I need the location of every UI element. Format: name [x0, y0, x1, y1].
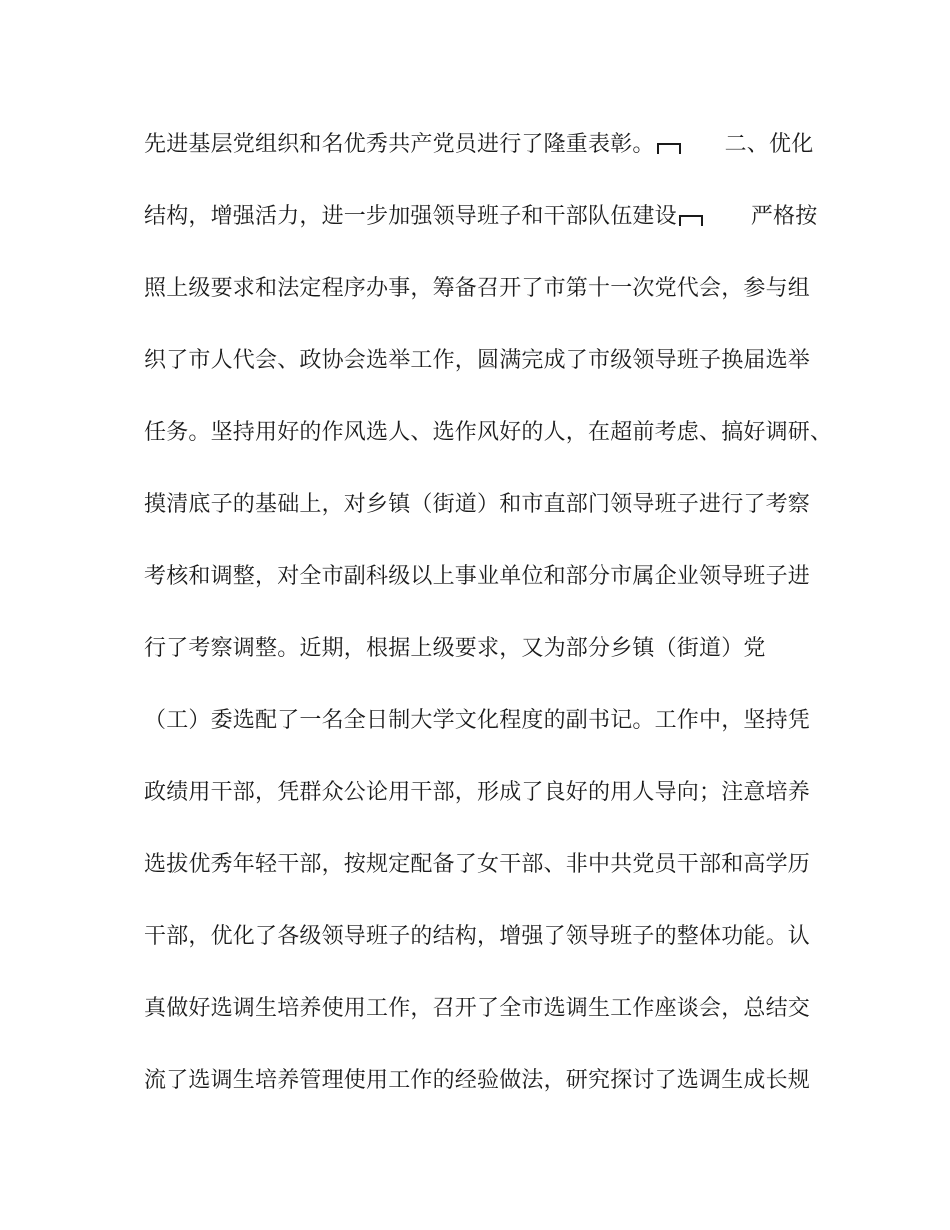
paragraph-mark-icon [657, 143, 681, 154]
text-line-1-body: 先进基层党组织和名优秀共产党员进行了隆重表彰。 [144, 132, 655, 157]
text-line-2-body: 结构，增强活力，进一步加强领导班子和干部队伍建设 [144, 204, 677, 229]
text-line-2 [144, 200, 824, 234]
text-line-12: 干部，优化了各级领导班子的结构，增强了领导班子的整体功能。认 [144, 924, 811, 949]
text-line-14: 流了选调生培养管理使用工作的经验做法，研究探讨了选调生成长规 [144, 1068, 811, 1093]
text-line-1 [144, 128, 824, 162]
text-line-4: 织了市人代会、政协会选举工作，圆满完成了市级领导班子换届选举 [144, 348, 811, 373]
text-line-13: 真做好选调生培养使用工作，召开了全市选调生工作座谈会，总结交 [144, 996, 811, 1021]
section-heading-2-start: 二、优化 [724, 132, 814, 157]
text-line-7: 考核和调整，对全市副科级以上事业单位和部分市属企业领导班子进 [144, 564, 811, 589]
text-line-8: 行了考察调整。近期，根据上级要求，又为部分乡镇（街道）党 [144, 636, 766, 661]
text-line-6: 摸清底子的基础上，对乡镇（街道）和市直部门领导班子进行了考察 [144, 492, 811, 517]
text-line-3: 照上级要求和法定程序办事，筹备召开了市第十一次党代会，参与组 [144, 276, 811, 301]
text-line-10: 政绩用干部，凭群众公论用干部，形成了良好的用人导向；注意培养 [144, 780, 811, 805]
paragraph-mark-icon [679, 215, 703, 226]
text-line-11: 选拔优秀年轻干部，按规定配备了女干部、非中共党员干部和高学历 [144, 852, 811, 877]
paragraph-start: 严格按 [750, 204, 818, 229]
text-line-9: （工）委选配了一名全日制大学文化程度的副书记。工作中，坚持凭 [144, 708, 811, 733]
text-line-5: 任务。坚持用好的作风选人、选作风好的人，在超前考虑、搞好调研、 [144, 420, 833, 445]
